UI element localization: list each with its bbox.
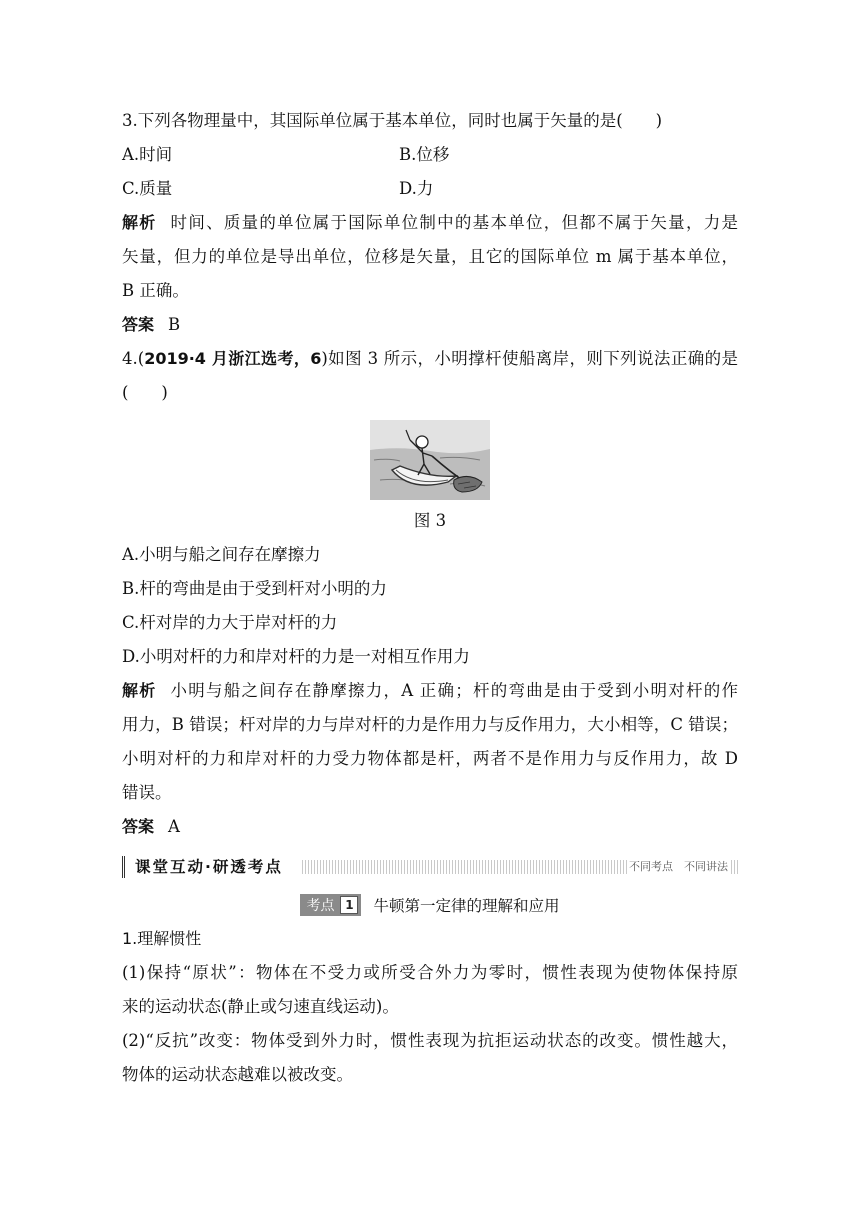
q4-analysis-line3: 小明对杆的力和岸对杆的力受力物体都是杆，两者不是作用力与反作用力，故 D [122,749,738,768]
q4-stem-rest: )如图 3 所示，小明撑杆使船离岸，则下列说法正确的是 [321,349,738,368]
figure-3-boat-illustration [370,420,490,500]
q3-stem: 3.下列各物理量中，其国际单位属于基本单位，同时也属于矢量的是( ) [122,111,663,130]
kaodian-badge-number: 1 [340,896,358,914]
q4-option-c: C.杆对岸的力大于岸对杆的力 [122,613,338,632]
section-p2-line2: 物体的运动状态越难以被改变。 [122,1065,353,1084]
q4-analysis-label: 解析 [122,681,157,700]
q3-option-b: B.位移 [399,145,450,164]
boat-pole-illustration [370,420,490,500]
q4-answer-label: 答案 [122,817,155,836]
banner-title: 课堂互动·研透考点 [122,856,291,878]
q4-answer-value: A [168,817,180,836]
q4-source: 2019·4 月浙江选考，6 [144,349,322,368]
q4-stem-prefix: 4.( [122,349,145,368]
q3-analysis-line1 [122,206,738,240]
section-p2-line1: (2)“反抗”改变：物体受到外力时，惯性表现为抗拒运动状态的改变。惯性越大， [122,1031,738,1050]
banner-tag: 不同考点 不同讲法 [629,860,728,873]
section-heading: 1.理解惯性 [122,929,202,948]
q4-analysis-line1 [122,674,738,708]
kaodian-title: 牛顿第一定律的理解和应用 [373,897,560,915]
q3-option-c: C.质量 [122,179,173,198]
q3-options-row2 [122,172,738,206]
q4-stem-line1 [122,342,738,376]
kaodian-heading [122,888,738,922]
figure-caption: 图 3 [413,511,447,530]
q3-option-a: A.时间 [122,145,173,164]
q3-analysis-line2: 矢量，但力的单位是导出单位，位移是矢量，且它的国际单位 m 属于基本单位， [122,247,738,266]
q4-analysis-line2: 用力，B 错误；杆对岸的力与岸对杆的力是作用力与反作用力，大小相等，C 错误； [122,715,738,734]
q3-answer [122,308,738,342]
q3-analysis-label: 解析 [122,213,157,232]
q3-analysis-line3: B 正确。 [122,281,189,300]
q3-answer-label: 答案 [122,315,155,334]
q3-options-row1 [122,138,738,172]
document-page [122,104,738,1092]
q4-stem-line2: ( ) [122,383,168,402]
q4-option-d: D.小明对杆的力和岸对杆的力是一对相互作用力 [122,647,470,666]
q3-answer-value: B [168,315,181,334]
section-banner [122,856,738,880]
q4-analysis-line4: 错误。 [122,783,172,802]
q3-option-d: D.力 [399,179,434,198]
q3-analysis-text1: 时间、质量的单位属于国际单位制中的基本单位，但都不属于矢量，力是 [170,213,738,232]
section-p1-line1: (1)保持“原状”：物体在不受力或所受合外力为零时，惯性表现为使物体保持原 [122,963,738,982]
kaodian-badge [300,894,361,916]
kaodian-badge-label: 考点 [306,898,335,914]
q4-option-b: B.杆的弯曲是由于受到杆对小明的力 [122,579,387,598]
section-p1-line2: 来的运动状态(静止或匀速直线运动)。 [122,997,399,1016]
q4-option-a: A.小明与船之间存在摩擦力 [122,545,321,564]
q4-answer [122,810,738,844]
q4-analysis-text1: 小明与船之间存在静摩擦力，A 正确；杆的弯曲是由于受到小明对杆的作 [170,681,738,700]
